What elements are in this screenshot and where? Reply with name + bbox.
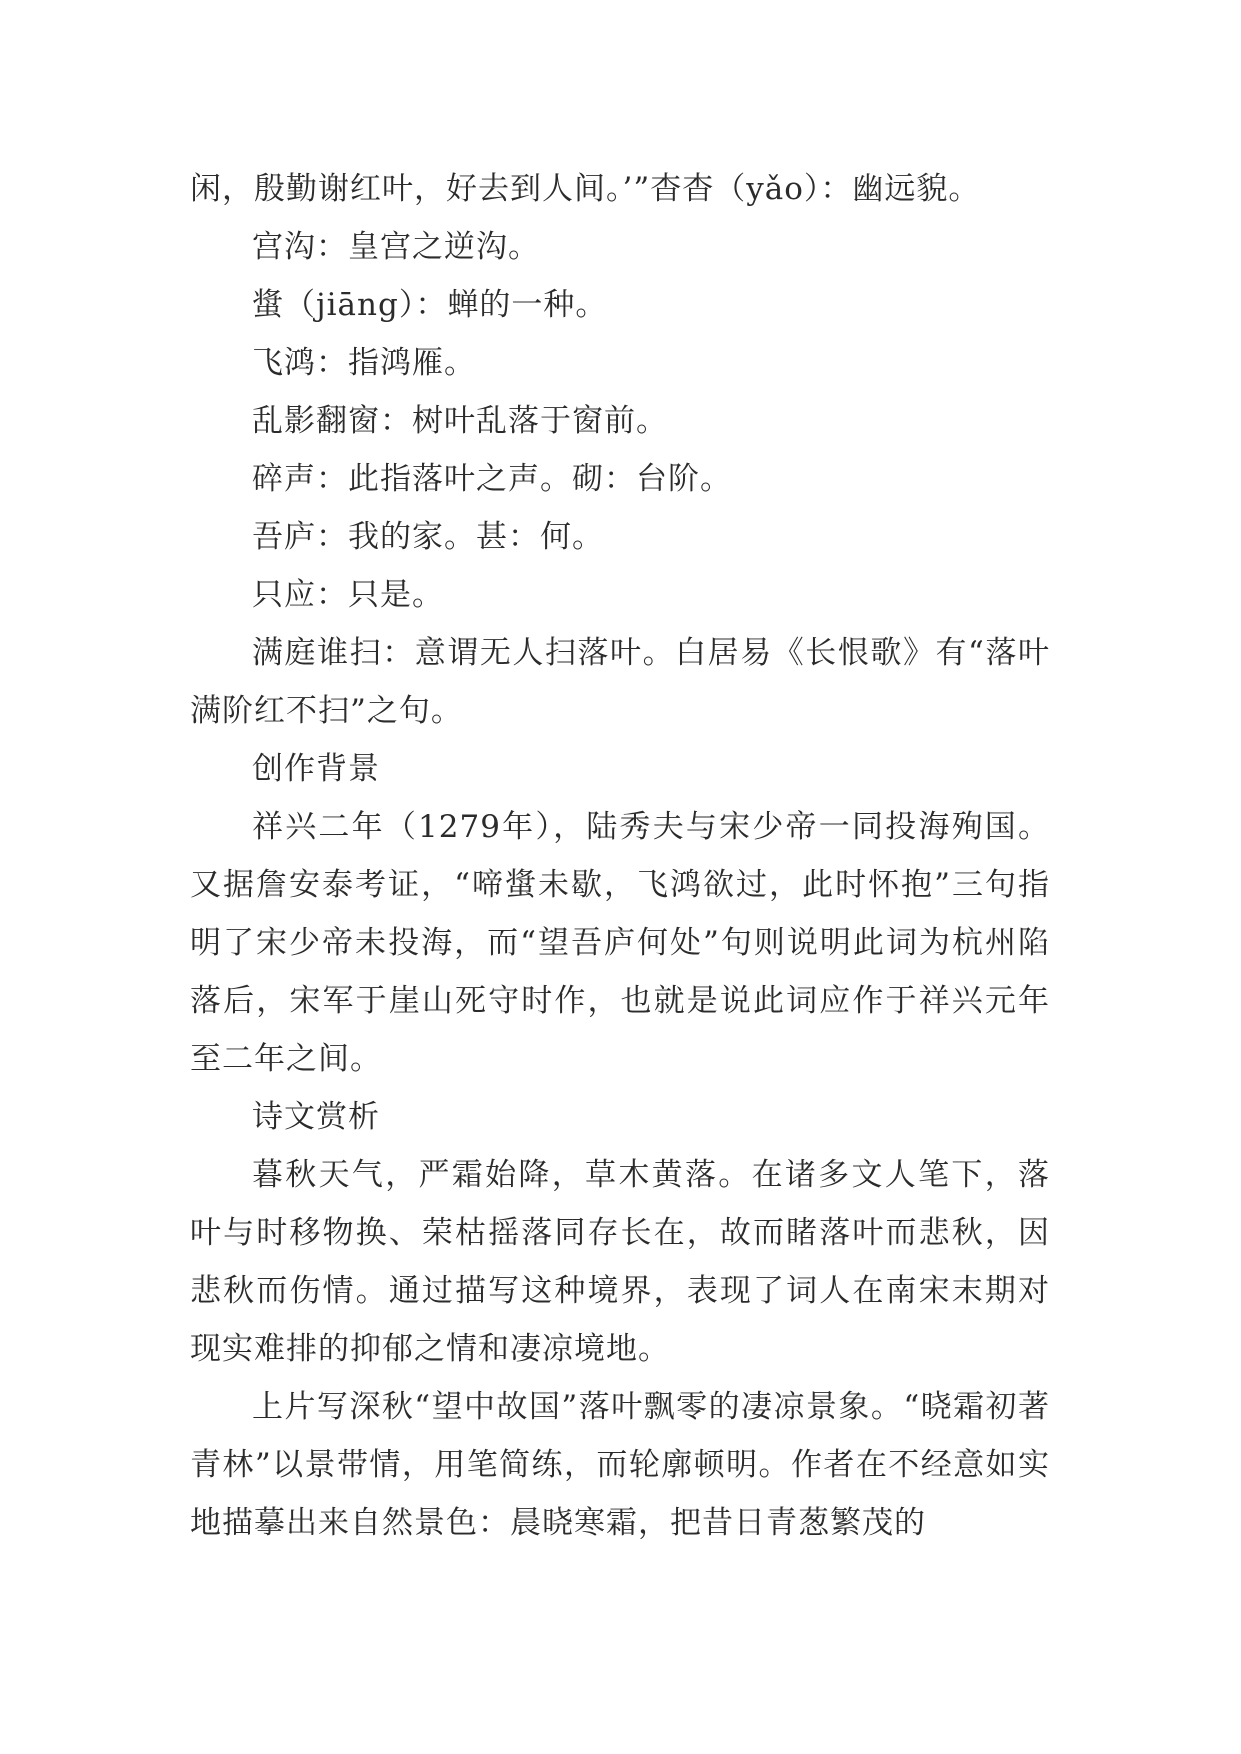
paragraph-14: 上片写深秋“望中故国”落叶飘零的凄凉景象。“晓霜初著青林”以景带情，用笔简练，而轮廓顿明。作者在不经意如实地描摹出来自然景色：晨晓寒霜，把昔日青葱繁茂的	[190, 1389, 1050, 1541]
paragraph-3: 螀（jiāng）：蝉的一种。	[252, 287, 608, 323]
document-body	[190, 160, 1050, 1552]
paragraph-4: 飞鸿：指鸿雁。	[252, 345, 476, 381]
paragraph-8: 只应：只是。	[252, 577, 444, 613]
paragraph-2: 宫沟：皇宫之逆沟。	[252, 229, 540, 265]
paragraph-6: 碎声：此指落叶之声。砌：台阶。	[252, 461, 732, 497]
section-heading-appreciation: 诗文赏析	[252, 1099, 380, 1135]
paragraph-11: 祥兴二年（1279年），陆秀夫与宋少帝一同投海殉国。又据詹安泰考证，“啼螀未歇，飞鸿欲过，此时怀抱”三句指明了宋少帝未投海，而“望吾庐何处”句则说明此词为杭州陷落后，宋军于崖山死守时作，也就是说此词应作于祥兴元年至二年之间。	[190, 809, 1050, 1077]
paragraph-9: 满庭谁扫：意谓无人扫落叶。白居易《长恨歌》有“落叶满阶红不扫”之句。	[190, 635, 1050, 729]
paragraph-7: 吾庐：我的家。甚：何。	[252, 519, 604, 555]
paragraph-5: 乱影翻窗：树叶乱落于窗前。	[252, 403, 668, 439]
paragraph-13: 暮秋天气，严霜始降，草木黄落。在诸多文人笔下，落叶与时移物换、荣枯摇落同存长在，故而睹落叶而悲秋，因悲秋而伤情。通过描写这种境界，表现了词人在南宋末期对现实难排的抑郁之情和凄凉境地。	[190, 1157, 1050, 1367]
section-heading-background: 创作背景	[252, 751, 380, 787]
paragraph-1: 闲，殷勤谢红叶，好去到人间。’”杳杳（yǎo）：幽远貌。	[190, 171, 981, 207]
